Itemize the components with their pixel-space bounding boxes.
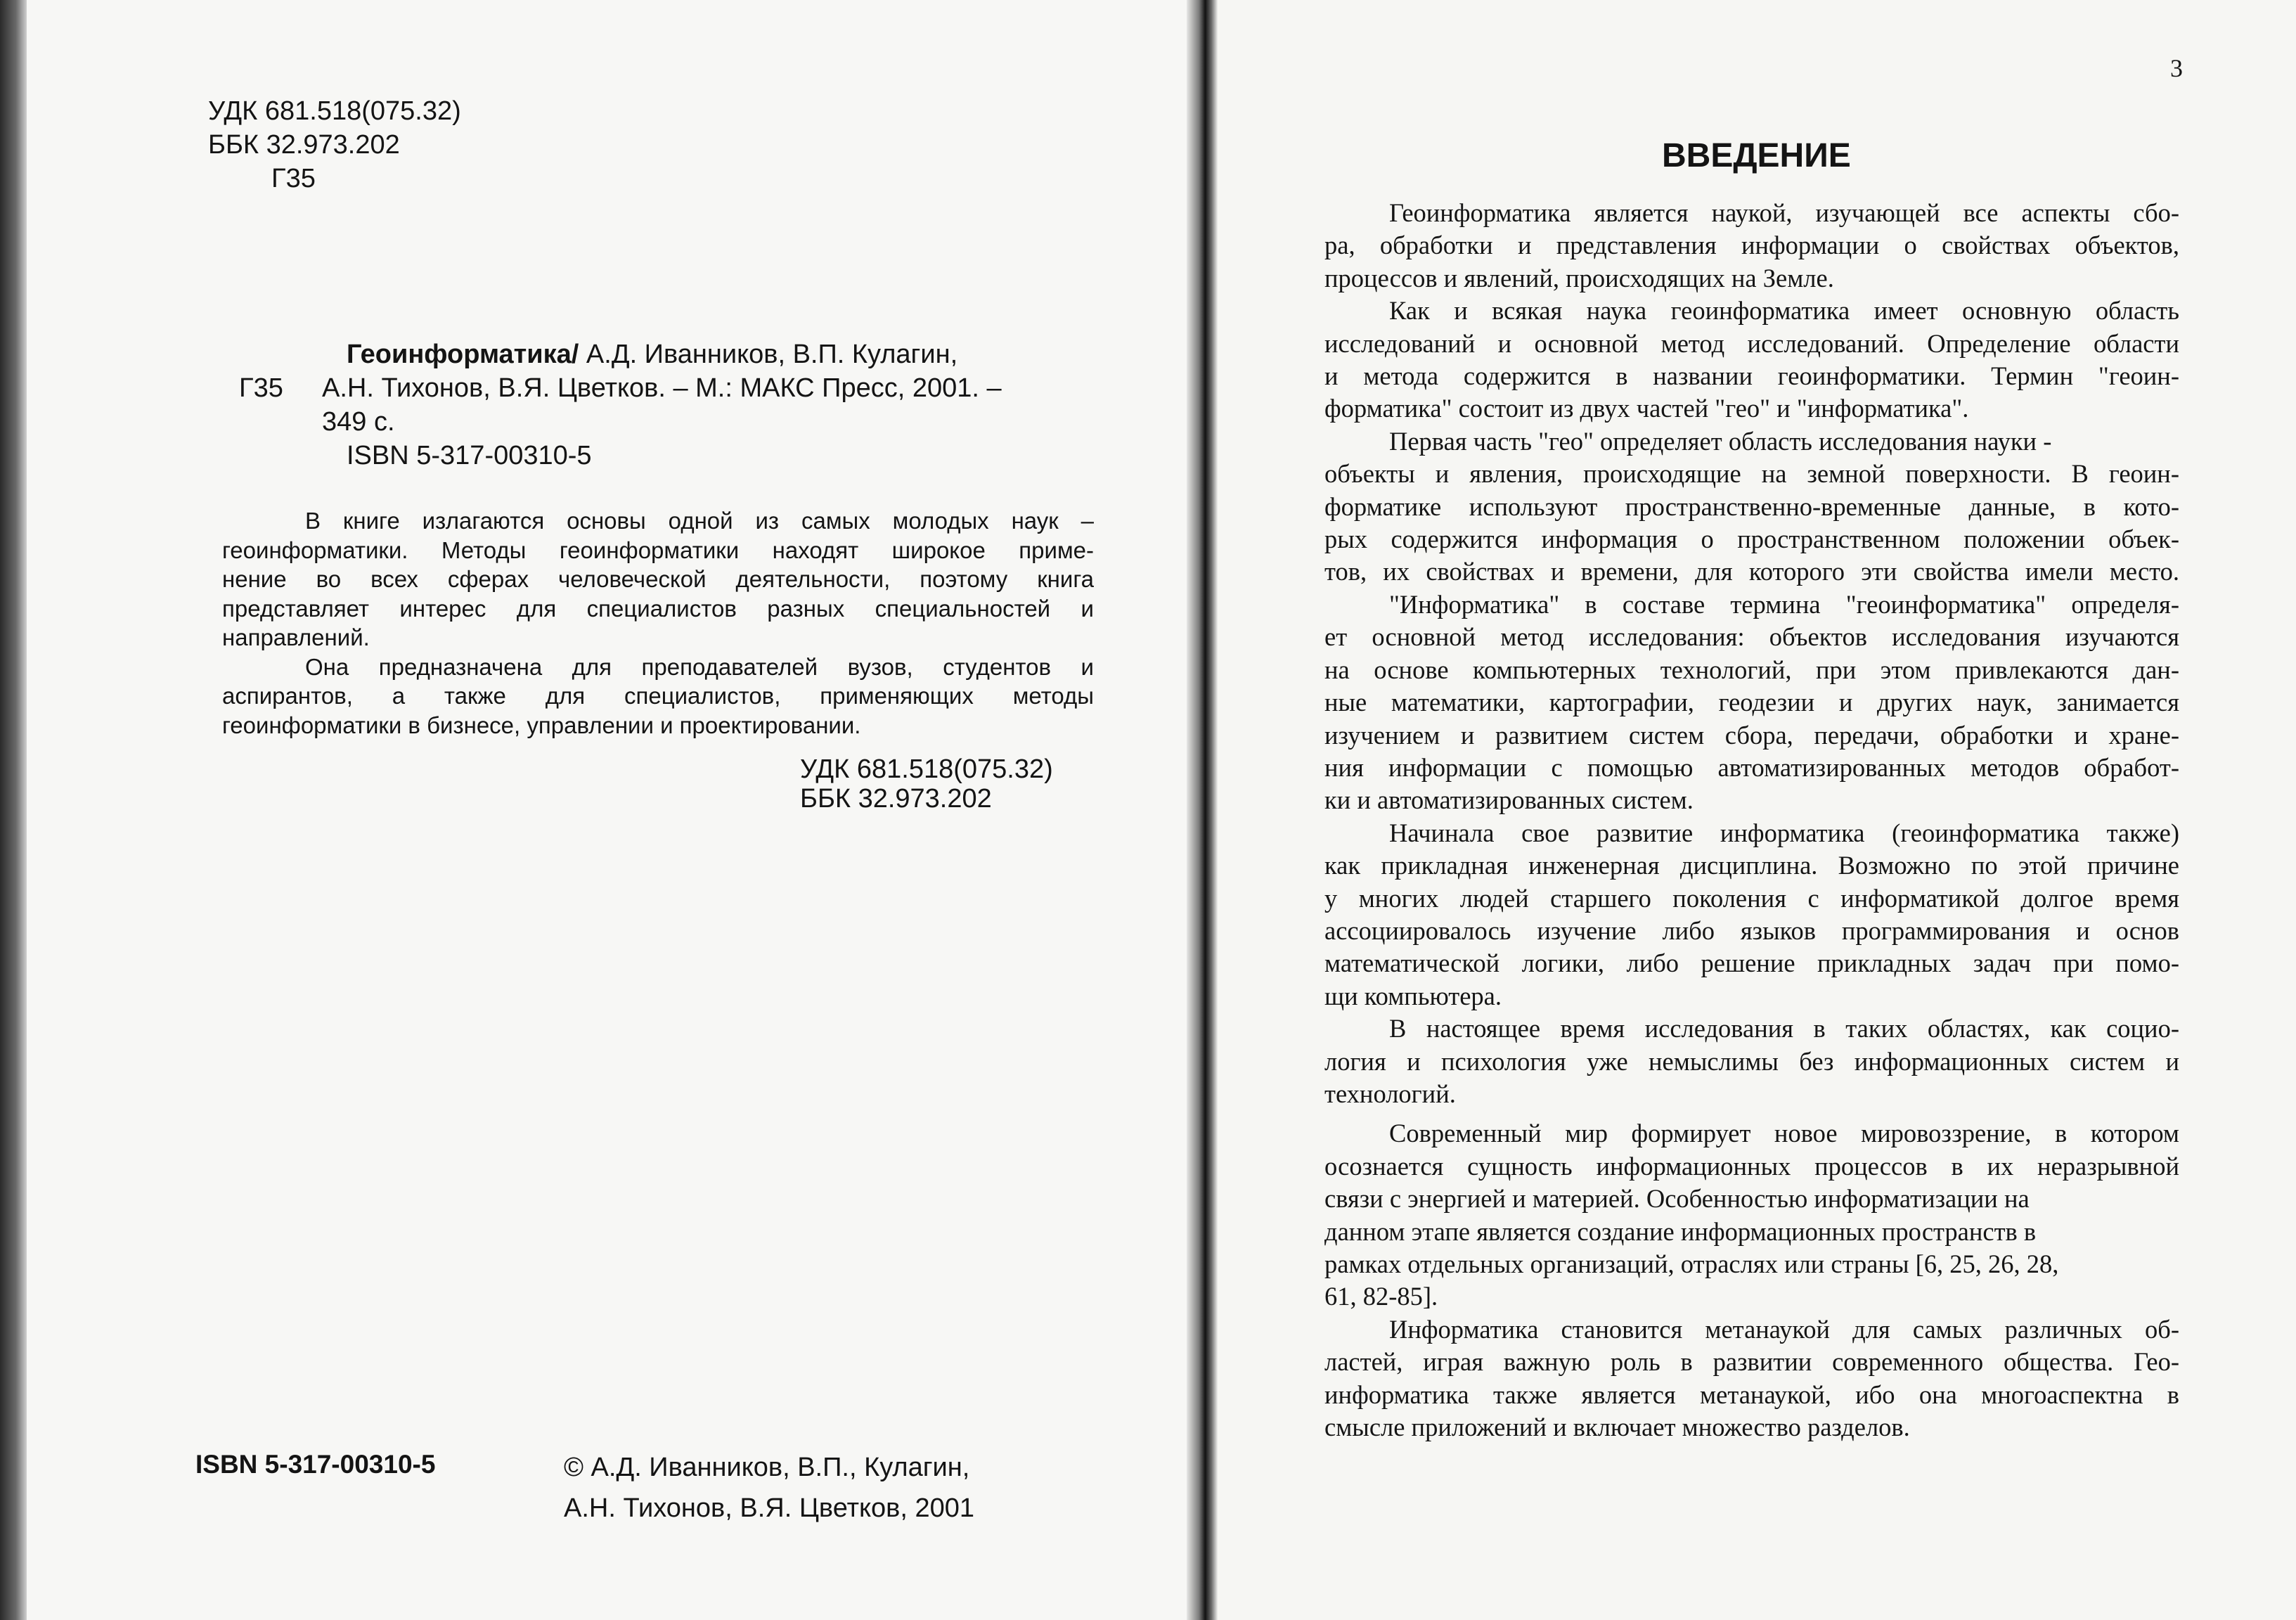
body-line: информатика также является метанаукой, ибо она многоаспектна в	[1324, 1380, 2179, 1409]
author-mark-code: Г35	[271, 164, 316, 193]
body-line: на основе компьютерных технологий, при этом привлекаются дан-	[1324, 655, 2179, 684]
bbk-code: ББК 32.973.202	[208, 130, 400, 160]
annotation-line: В книге излагаются основы одной из самых молодых наук –	[305, 508, 1094, 534]
body-line: данном этапе является создание информационных пространств в	[1324, 1216, 2037, 1246]
body-line: ные математики, картографии, геодезии и других наук, занимается	[1324, 688, 2179, 717]
body-line: Начинала свое развитие информатика (геоинформатика также)	[1389, 818, 2179, 847]
annotation-line: геоинформатики. Методы геоинформатики находят широкое приме-	[222, 536, 1094, 563]
body-line: смысле приложений и включает множество разделов.	[1324, 1413, 1910, 1442]
book-gutter	[1187, 0, 1218, 1620]
body-line: ассоциировалось изучение либо языков программирования и основ	[1324, 915, 2179, 945]
isbn-footer: ISBN 5-317-00310-5	[195, 1450, 436, 1479]
left-page	[27, 0, 1187, 1620]
annotation-line: Она предназначена для преподавателей вузов, студентов и	[305, 653, 1094, 680]
body-line: Первая часть "гео" определяет область исследования науки -	[1389, 426, 2052, 456]
bibliography-authors: А.Д. Иванников, В.П. Кулагин,	[579, 340, 958, 369]
bibliography-line-2: А.Н. Тихонов, В.Я. Цветков. – М.: МАКС Пресс, 2001. –	[322, 373, 1002, 403]
body-line: исследований и основной метод исследований. Определение области	[1324, 328, 2179, 358]
chapter-body	[1324, 197, 2179, 1444]
body-line: "Информатика" в составе термина "геоинформатика" определя-	[1389, 589, 2179, 619]
body-line: Геоинформатика является наукой, изучающей все аспекты сбо-	[1389, 198, 2179, 227]
annotation	[222, 506, 1094, 740]
body-line: и метода содержится в названии геоинформатики. Термин "геоин-	[1324, 361, 2179, 391]
body-line: рамках отдельных организаций, отраслях или страны [6, 25, 26, 28,	[1324, 1249, 2059, 1278]
annotation-line: представляет интерес для специалистов разных специальностей и	[222, 595, 1094, 622]
body-line: форматике используют пространственно-временные данные, в кото-	[1324, 491, 2179, 521]
body-line: Современный мир формирует новое мировоззрение, в котором	[1389, 1119, 2179, 1148]
copyright-line-1: © А.Д. Иванников, В.П., Кулагин,	[564, 1453, 970, 1482]
body-line: процессов и явлений, происходящих на Земле.	[1324, 263, 1834, 292]
body-line: тов, их свойствах и времени, для которого эти свойства имели место.	[1324, 557, 2179, 586]
body-line: рых содержится информация о пространственном положении объек-	[1324, 525, 2179, 554]
body-line: ния информации с помощью автоматизированных методов обработ-	[1324, 752, 2179, 782]
scan-edge-shadow	[0, 0, 27, 1620]
body-line: осознается сущность информационных процессов в их неразрывной	[1324, 1151, 2179, 1181]
annotation-line: аспирантов, а также для специалистов, применяющих методы	[222, 683, 1094, 709]
body-line: логия и психология уже немыслимы без информационных систем и	[1324, 1046, 2179, 1076]
bibliography-isbn: ISBN 5-317-00310-5	[347, 441, 592, 470]
udk-code-bottom: УДК 681.518(075.32)	[800, 754, 1053, 784]
right-page	[1218, 0, 2296, 1620]
bibliography-code: Г35	[239, 373, 283, 403]
body-line: объекты и явления, происходящие на земной поверхности. В геоин-	[1324, 459, 2179, 489]
annotation-line: геоинформатики в бизнесе, управлении и проектировании.	[222, 712, 861, 738]
bibliography-line-3: 349 с.	[322, 407, 395, 437]
udk-code: УДК 681.518(075.32)	[208, 96, 461, 126]
body-line: форматика" состоит из двух частей "гео" и "информатика".	[1324, 394, 1969, 423]
annotation-line: нение во всех сферах человеческой деятельности, поэтому книга	[222, 566, 1094, 592]
book-title: Геоинформатика/	[347, 340, 579, 369]
body-line: Как и всякая наука геоинформатика имеет основную область	[1389, 296, 2179, 326]
annotation-line: направлений.	[222, 624, 370, 650]
body-line: связи с энергией и материей. Особенностью информатизации на	[1324, 1184, 2030, 1214]
body-line: 61, 82-85].	[1324, 1282, 1438, 1311]
bibliography-line-1	[347, 338, 957, 371]
copyright-line-2: А.Н. Тихонов, В.Я. Цветков, 2001	[564, 1493, 974, 1523]
body-line: ра, обработки и представления информации о свойствах объектов,	[1324, 231, 2179, 260]
chapter-title: ВВЕДЕНИЕ	[1662, 137, 1851, 174]
body-line: В настоящее время исследования в таких областях, как социо-	[1389, 1014, 2179, 1043]
page-number: 3	[2170, 54, 2183, 82]
body-line: математической логики, либо решение прикладных задач при помо-	[1324, 949, 2179, 978]
body-line: технологий.	[1324, 1079, 1456, 1108]
body-line: Информатика становится метанаукой для самых различных об-	[1389, 1314, 2179, 1344]
body-line: как прикладная инженерная дисциплина. Возможно по этой причине	[1324, 851, 2179, 880]
body-line: щи компьютера.	[1324, 981, 1502, 1010]
body-line: ет основной метод исследования: объектов исследования изучаются	[1324, 622, 2179, 652]
body-line: изучением и развитием систем сбора, передачи, обработки и хране-	[1324, 720, 2179, 750]
body-line: у многих людей старшего поколения с информатикой долгое время	[1324, 883, 2179, 913]
bbk-code-bottom: ББК 32.973.202	[800, 784, 992, 814]
body-line: ластей, играя важную роль в развитии современного общества. Гео-	[1324, 1347, 2179, 1377]
body-line: ки и автоматизированных систем.	[1324, 785, 1694, 815]
